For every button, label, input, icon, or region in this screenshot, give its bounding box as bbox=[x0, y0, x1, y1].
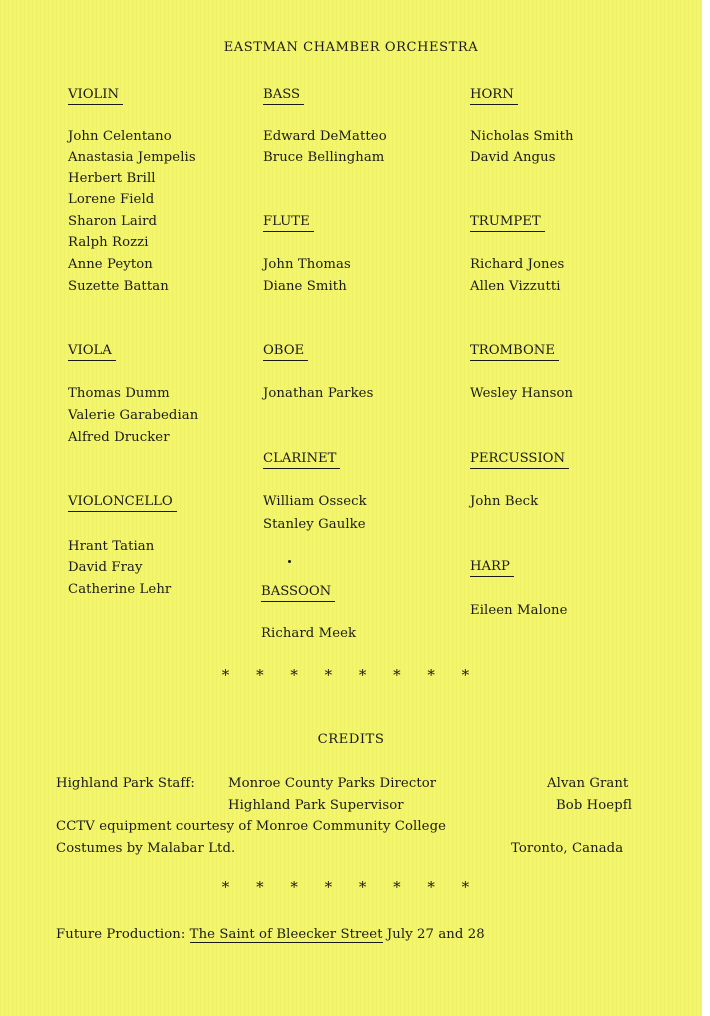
player-name: David Fray bbox=[68, 560, 143, 575]
credits-staff-label: Highland Park Staff: bbox=[56, 776, 195, 791]
player-name: Herbert Brill bbox=[68, 171, 156, 186]
player-name: Diane Smith bbox=[263, 279, 347, 294]
section-heading-harp: HARP bbox=[470, 558, 514, 577]
player-name: Jonathan Parkes bbox=[263, 386, 374, 401]
section-heading-percussion: PERCUSSION bbox=[470, 450, 569, 469]
player-name: Valerie Garabedian bbox=[68, 408, 199, 423]
section-heading-bass: BASS bbox=[263, 86, 304, 105]
future-dates: July 27 and 28 bbox=[386, 927, 485, 942]
player-name: Bruce Bellingham bbox=[263, 150, 385, 165]
section-heading-bassoon: BASSOON bbox=[261, 583, 335, 602]
player-name: Eileen Malone bbox=[470, 603, 568, 618]
player-name: Anastasia Jempelis bbox=[68, 150, 196, 165]
player-name: David Angus bbox=[470, 150, 556, 165]
player-name: Suzette Battan bbox=[68, 279, 169, 294]
credits-costumes-location: Toronto, Canada bbox=[511, 841, 624, 856]
section-heading-flute: FLUTE bbox=[263, 213, 314, 232]
stray-mark bbox=[288, 560, 291, 563]
section-heading-trombone: TROMBONE bbox=[470, 342, 559, 361]
credits-cctv: CCTV equipment courtesy of Monroe Community College bbox=[56, 819, 447, 834]
future-label: Future Production: bbox=[56, 927, 186, 942]
player-name: Thomas Dumm bbox=[68, 386, 170, 401]
future-show-title: The Saint of Bleecker Street bbox=[189, 927, 383, 942]
section-heading-trumpet: TRUMPET bbox=[470, 213, 545, 232]
player-name: Edward DeMatteo bbox=[263, 129, 387, 144]
credits-costumes: Costumes by Malabar Ltd. bbox=[56, 841, 236, 856]
credits-supervisor-role: Highland Park Supervisor bbox=[228, 798, 404, 813]
player-name: Sharon Laird bbox=[68, 214, 158, 229]
section-heading-horn: HORN bbox=[470, 86, 518, 105]
section-heading-violin: VIOLIN bbox=[68, 86, 123, 105]
player-name: John Beck bbox=[470, 494, 539, 509]
credits-director-name: Alvan Grant bbox=[547, 776, 629, 791]
player-name: Hrant Tatian bbox=[68, 539, 155, 554]
section-heading-violoncello: VIOLONCELLO bbox=[68, 493, 177, 512]
star-divider: * * * * * * * * bbox=[221, 666, 481, 684]
player-name: Richard Jones bbox=[470, 257, 565, 272]
section-heading-clarinet: CLARINET bbox=[263, 450, 340, 469]
credits-supervisor-name: Bob Hoepfl bbox=[556, 798, 633, 813]
player-name: Stanley Gaulke bbox=[263, 517, 366, 532]
player-name: Anne Peyton bbox=[68, 257, 153, 272]
player-name: Nicholas Smith bbox=[470, 129, 574, 144]
section-heading-oboe: OBOE bbox=[263, 342, 308, 361]
player-name: Allen Vizzutti bbox=[470, 279, 561, 294]
star-divider-bottom: * * * * * * * * bbox=[221, 878, 481, 896]
credits-director-role: Monroe County Parks Director bbox=[228, 776, 437, 791]
player-name: Alfred Drucker bbox=[68, 430, 170, 445]
player-name: Lorene Field bbox=[68, 192, 155, 207]
player-name: Ralph Rozzi bbox=[68, 235, 149, 250]
section-heading-viola: VIOLA bbox=[68, 342, 116, 361]
future-production-line bbox=[56, 924, 485, 945]
credits-heading: CREDITS bbox=[317, 732, 385, 747]
page-title: EASTMAN CHAMBER ORCHESTRA bbox=[223, 40, 479, 55]
player-name: William Osseck bbox=[263, 494, 367, 509]
player-name: John Thomas bbox=[263, 257, 351, 272]
player-name: Richard Meek bbox=[261, 626, 357, 641]
player-name: Catherine Lehr bbox=[68, 582, 172, 597]
player-name: Wesley Hanson bbox=[470, 386, 574, 401]
player-name: John Celentano bbox=[68, 129, 172, 144]
